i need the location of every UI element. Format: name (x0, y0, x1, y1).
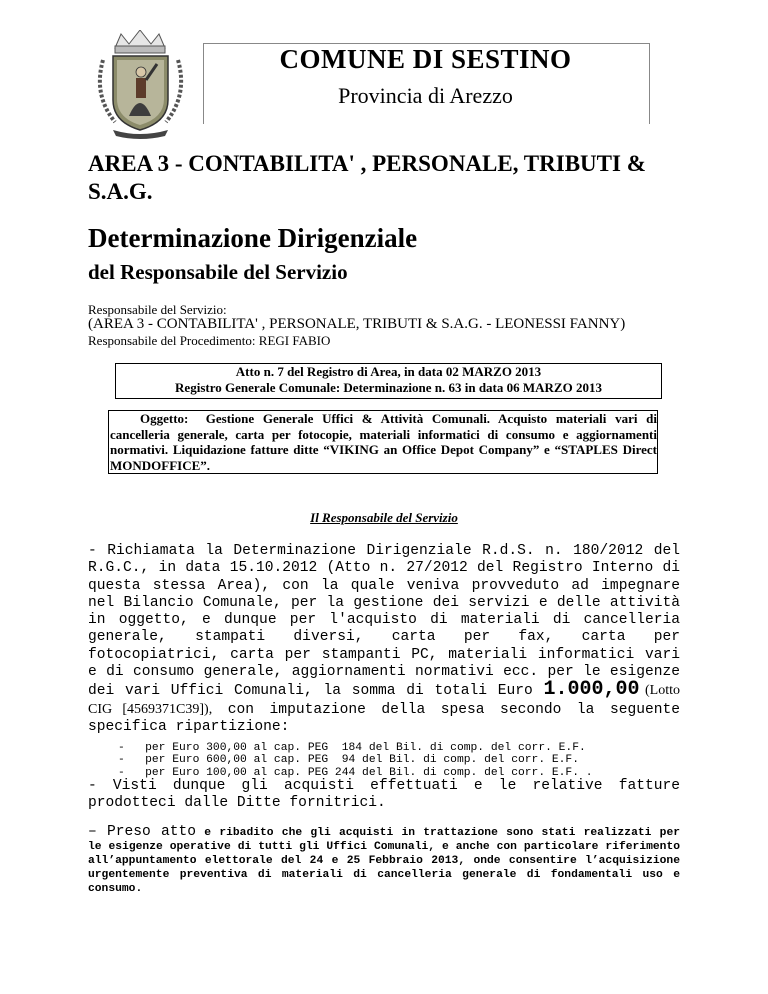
list-item: - per Euro 300,00 al cap. PEG 184 del Bil. di comp. del corr. E.F. (118, 742, 586, 755)
atto-box (115, 363, 662, 399)
list-item: - per Euro 100,00 al cap. PEG 244 del Bil. di comp. del corr. E.F. . (118, 766, 593, 779)
section-heading: Il Responsabile del Servizio (310, 510, 458, 525)
atto-line-2: Registro Generale Comunale: Determinazione n. 63 in data 06 MARZO 2013 (175, 380, 602, 395)
paragraph-richiamata-text: - Richiamata la Determinazione Dirigenziale R.d.S. n. 180/2012 del R.G.C., in data 15.10.2012 (Atto n. 27/2012 del Registro Interno di questa stessa Area), con la quale veniva provveduto ad impegnare nel Bilancio Comunale, per la gestione dei servizi e delle attività in oggetto, e dunque per l'acquisto di materiali di cancelleria generale, stampati diversi, carta per fax, carta per fotocopiatrici, carta per stampanti PC, materiali informatici vari e di consumo generale, aggiornamenti normativi ecc. per le esigenze dei vari Uffici Comunali, la somma di totali Euro (88, 543, 680, 700)
paragraph-richiamata (88, 543, 680, 736)
responsabile-label: Responsabile del Servizio: (88, 302, 227, 317)
comune-name: COMUNE DI SESTINO (279, 44, 572, 74)
preso-atto-lead: – Preso atto (88, 824, 197, 840)
paragraph-preso-atto (88, 825, 680, 896)
list-item: - per Euro 600,00 al cap. PEG 94 del Bil. di comp. del corr. E.F. (118, 754, 579, 767)
lotto-cig: (Lotto CIG [4569371C39]), (88, 683, 680, 717)
oggetto-label: Oggetto: (140, 411, 189, 426)
atto-line-1: Atto n. 7 del Registro di Area, in data 02 MARZO 2013 (235, 364, 542, 379)
provincia-name: Provincia di Arezzo (338, 83, 513, 108)
municipal-crest-icon (93, 30, 188, 140)
oggetto-box (108, 410, 658, 474)
oggetto-text: Gestione Generale Uffici & Attività Comunali. Acquisto materiali vari di cancelleria generale, carta per fotocopie, materiali informatici di consumo e aggiornamenti normativi. Liquidazione fatture ditte “VIKING an Office Depot Company” e “STAPLES Direct MONDOFFICE”. (110, 411, 657, 473)
area-title: AREA 3 - CONTABILITA' , PERSONALE, TRIBUTI & S.A.G. (88, 151, 646, 204)
amount-total: 1.000,00 (543, 678, 640, 702)
paragraph-visti: - Visti dunque gli acquisti effettuati e le relative fatture prodotteci dalle Ditte fornitrici. (88, 778, 680, 811)
preso-atto-text: e ribadito che gli acquisti in trattazione sono stati realizzati per le esigenze operative di tutti gli Uffici Comunali, e anche con particolare riferimento all’appuntamento elettorale del 24 e 25 Febbraio 2013, onde consentire l’acquisizione urgentemente preventiva di materiali di cancelleria generale di fondamentali uso e consumo. (88, 827, 680, 895)
ripartizione-list (118, 730, 593, 779)
document-subtitle: del Responsabile del Servizio (88, 260, 348, 284)
paragraph-richiamata-tail: con imputazione della spesa secondo la seguente specifica ripartizione: (88, 701, 681, 735)
procedimento-responsabile: Responsabile del Procedimento: REGI FABIO (88, 333, 331, 348)
document-title: Determinazione Dirigenziale (88, 223, 418, 253)
responsabile-value: (AREA 3 - CONTABILITA' , PERSONALE, TRIBUTI & S.A.G. - LEONESSI FANNY) (88, 316, 626, 332)
